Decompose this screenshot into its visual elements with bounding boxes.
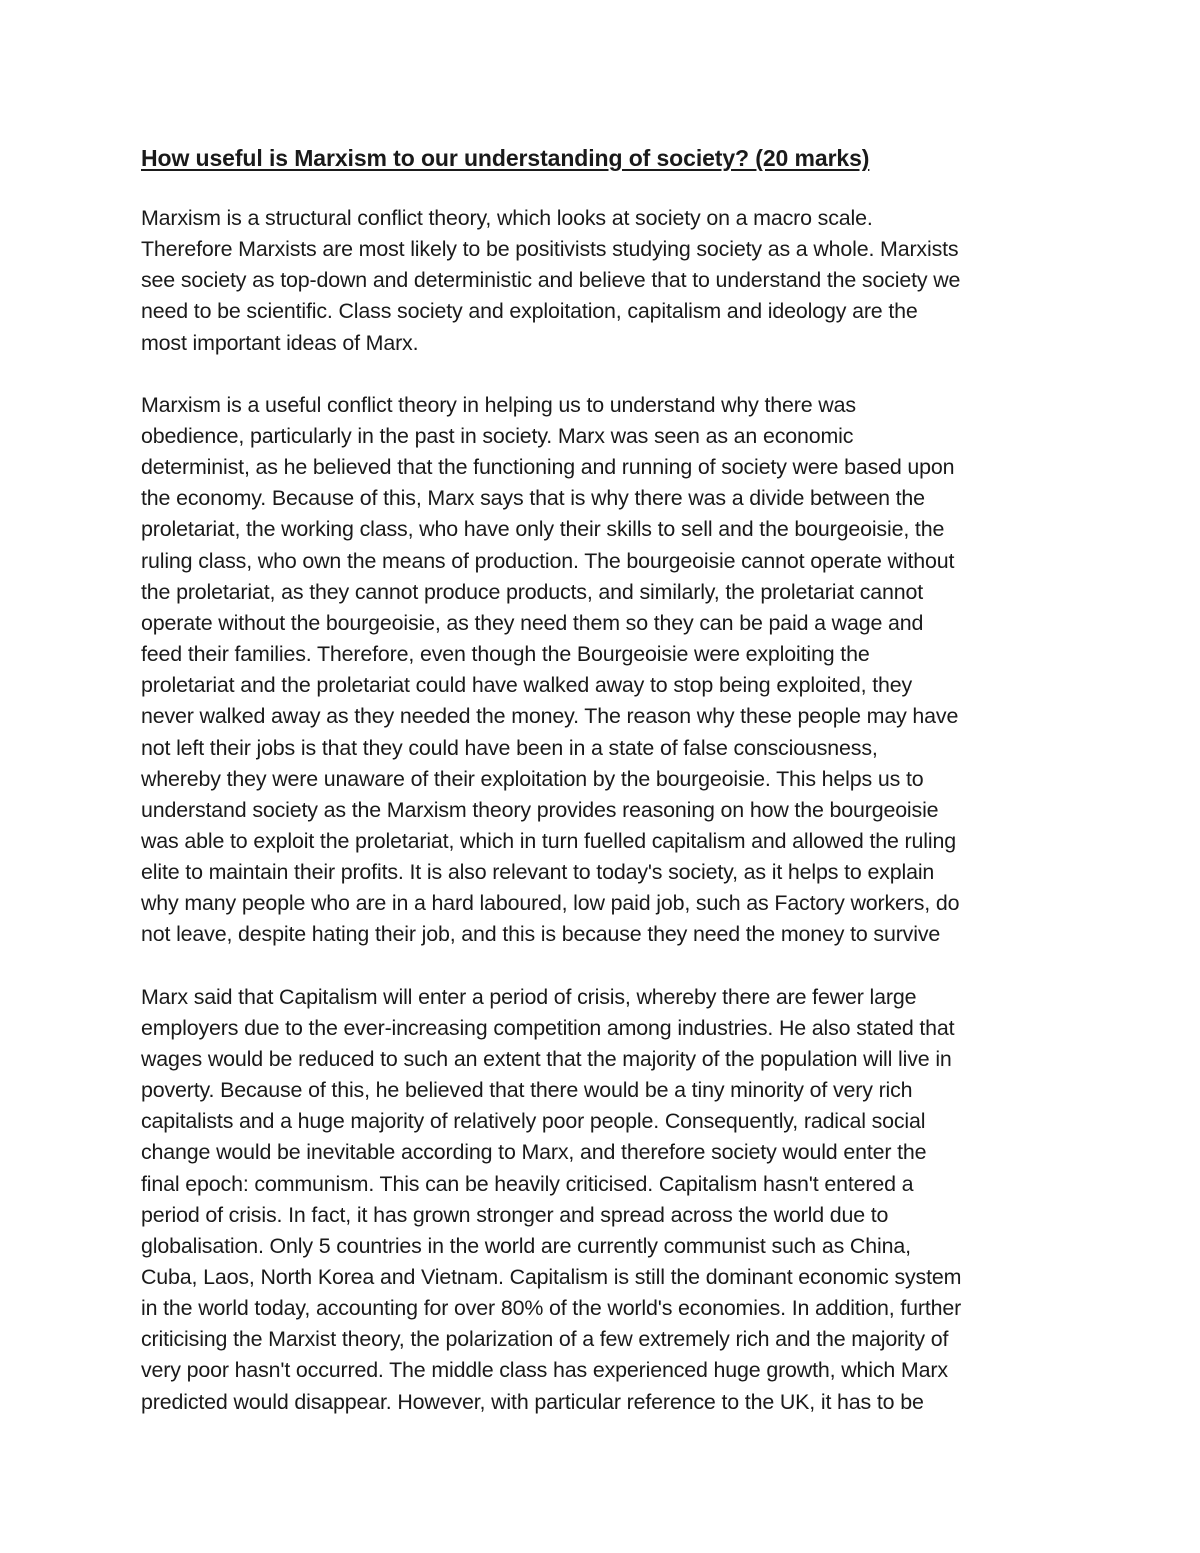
paragraph-false-consciousness [141,390,1071,951]
document-body [141,143,1071,1418]
text-line: operate without the bourgeoisie, as they need them so they can be paid a wage and [141,610,924,635]
text-line: never walked away as they needed the money. The reason why these people may have [141,704,959,729]
text-line: poverty. Because of this, he believed that there would be a tiny minority of very rich [141,1078,913,1103]
text-line: understand society as the Marxism theory provides reasoning on how the bourgeoisie [141,797,939,822]
text-line: why many people who are in a hard laboured, low paid job, such as Factory workers, do [141,891,960,916]
text-line: need to be scientific. Class society and exploitation, capitalism and ideology are the [141,299,918,324]
text-line: capitalists and a huge majority of relatively poor people. Consequently, radical social [141,1109,926,1134]
text-line: period of crisis. In fact, it has grown stronger and spread across the world due to [141,1202,889,1227]
text-line: very poor hasn't occurred. The middle class has experienced huge growth, which Marx [141,1358,948,1383]
text-line: Marx said that Capitalism will enter a period of crisis, whereby there are fewer large [141,984,917,1009]
text-line: globalisation. Only 5 countries in the world are currently communist such as China, [141,1233,911,1258]
text-line: criticising the Marxist theory, the polarization of a few extremely rich and the majority of [141,1327,949,1352]
text-line: obedience, particularly in the past in society. Marx was seen as an economic [141,423,854,448]
paragraph-capitalism-crisis [141,982,1071,1418]
text-line: not left their jobs is that they could have been in a state of false consciousness, [141,735,878,760]
text-line: wages would be reduced to such an extent that the majority of the population will live in [141,1046,952,1071]
text-line: feed their families. Therefore, even though the Bourgeoisie were exploiting the [141,642,870,667]
text-line: ruling class, who own the means of production. The bourgeoisie cannot operate without [141,548,955,573]
text-line: the economy. Because of this, Marx says that is why there was a divide between the [141,486,925,511]
essay-title: How useful is Marxism to our understanding of society? (20 marks) [141,145,870,171]
paragraph-introduction [141,203,1071,359]
text-line: the proletariat, as they cannot produce products, and similarly, the proletariat cannot [141,579,924,604]
text-line: proletariat and the proletariat could have walked away to stop being exploited, they [141,673,913,698]
text-line: predicted would disappear. However, with particular reference to the UK, it has to be [141,1389,924,1414]
text-line: Therefore Marxists are most likely to be positivists studying society as a whole. Marxists [141,237,959,262]
text-line: in the world today, accounting for over 80% of the world's economies. In addition, further [141,1296,962,1321]
text-line: most important ideas of Marx. [141,330,419,355]
text-line: final epoch: communism. This can be heavily criticised. Capitalism hasn't entered a [141,1171,914,1196]
text-line: not leave, despite hating their job, and this is because they need the money to survive [141,922,941,947]
text-line: whereby they were unaware of their exploitation by the bourgeoisie. This helps us to [141,766,924,791]
text-line: change would be inevitable according to Marx, and therefore society would enter the [141,1140,927,1165]
text-line: see society as top-down and deterministic and believe that to understand the society we [141,268,961,293]
text-line: Cuba, Laos, North Korea and Vietnam. Capitalism is still the dominant economic system [141,1265,962,1289]
text-line: Marxism is a structural conflict theory, which looks at society on a macro scale. [141,206,873,230]
text-line: proletariat, the working class, who have only their skills to sell and the bourgeoisie, the [141,517,945,542]
text-line: determinist, as he believed that the functioning and running of society were based upon [141,455,955,480]
text-line: elite to maintain their profits. It is also relevant to today's society, as it helps to explain [141,860,935,885]
text-line: was able to exploit the proletariat, which in turn fuelled capitalism and allowed the ruling [141,828,956,853]
text-line: employers due to the ever-increasing competition among industries. He also stated that [141,1015,955,1040]
text-line: Marxism is a useful conflict theory in helping us to understand why there was [141,392,856,417]
